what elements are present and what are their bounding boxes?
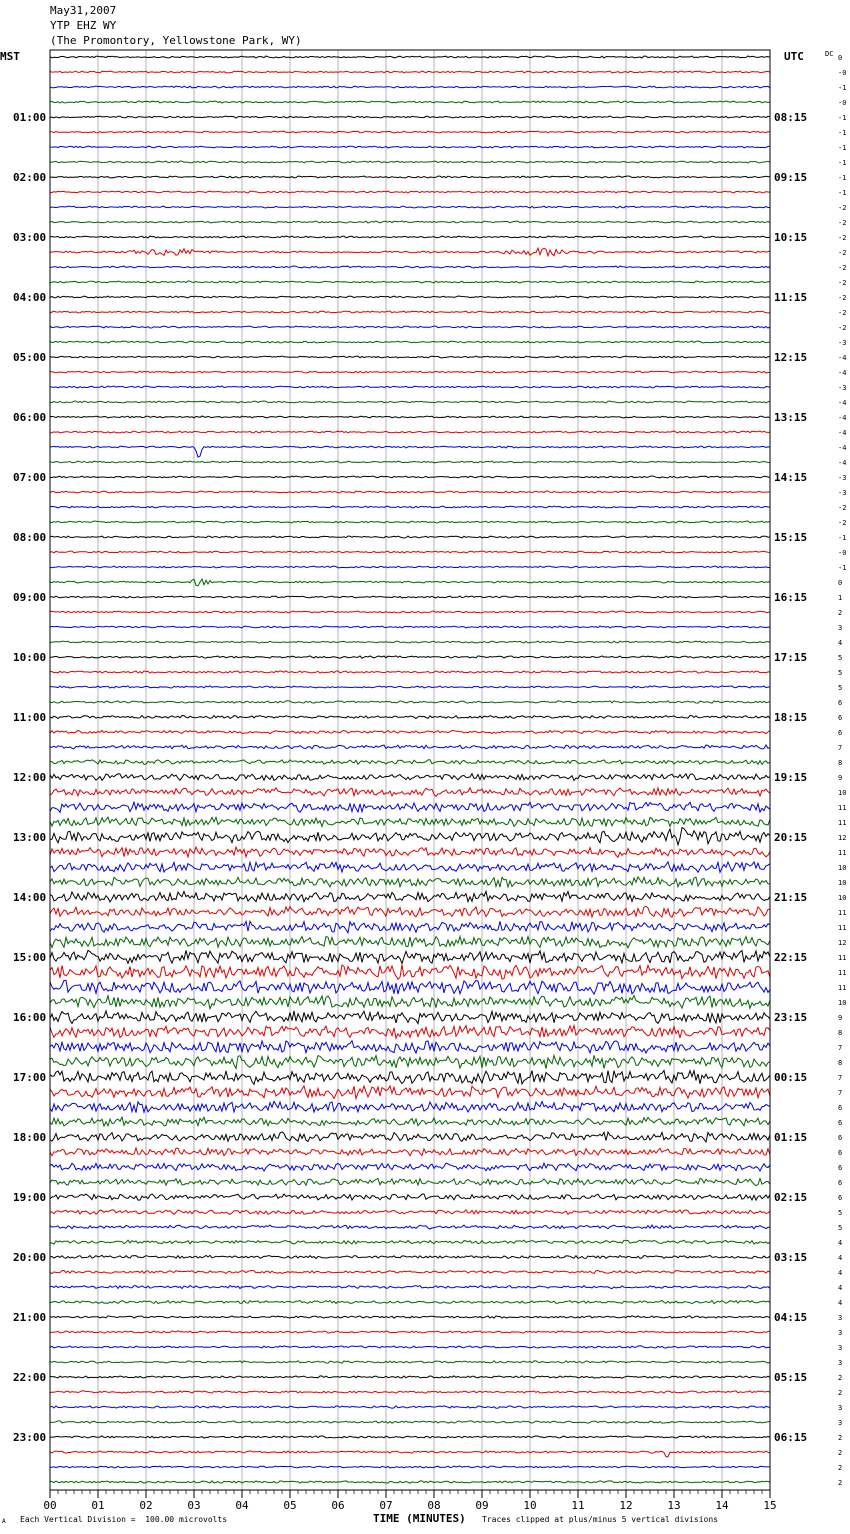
dc-offset-value: 6 [838,1134,843,1142]
left-hour-label: 10:00 [13,651,47,664]
dc-offset-value: -1 [838,144,847,152]
seismic-trace [50,476,770,478]
seismic-trace [50,937,770,948]
right-hour-label: 06:15 [774,1431,808,1444]
dc-offset-value: 2 [838,1449,843,1457]
seismic-trace [50,996,770,1009]
seismic-trace [50,950,770,963]
dc-offset-value: 2 [838,1479,843,1487]
seismic-trace [50,1436,770,1438]
seismic-trace [50,521,770,523]
seismic-trace [50,891,770,902]
dc-offset-value: -3 [838,384,847,392]
dc-offset-value: -2 [838,234,847,242]
seismic-trace [50,760,770,765]
dc-offset-value: 3 [838,1329,843,1337]
dc-offset-value: 6 [838,1179,843,1187]
right-hour-label: 16:15 [774,591,808,604]
right-hour-label: 00:15 [774,1071,808,1084]
dc-offset-value: -1 [838,84,847,92]
scale-note: Each Vertical Division = 100.00 microvolts [20,1515,228,1524]
dc-offset-value: 6 [838,699,843,707]
dc-offset-value: 5 [838,1209,843,1217]
dc-offset-value: 8 [838,1029,843,1037]
dc-offset-value: 6 [838,1194,843,1202]
right-hour-label: 03:15 [774,1251,808,1264]
x-tick-label: 14 [715,1499,729,1512]
x-tick-label: 10 [523,1499,537,1512]
header-date: May31,2007 [50,4,117,17]
left-hour-label: 21:00 [13,1311,47,1324]
left-hour-label: 12:00 [13,771,47,784]
dc-offset-value: 4 [838,639,843,647]
x-tick-label: 08 [427,1499,441,1512]
seismic-trace [50,1210,770,1215]
dc-offset-value: -2 [838,219,847,227]
dc-offset-value: -4 [838,429,847,437]
right-hour-label: 19:15 [774,771,808,784]
dc-offset-value: 10 [838,999,847,1007]
seismic-trace [50,371,770,373]
left-hour-label: 18:00 [13,1131,47,1144]
seismic-trace [50,401,770,403]
corner-mark: A [2,1518,6,1525]
seismic-trace [50,1011,770,1024]
dc-offset-value: -1 [838,189,847,197]
seismic-trace [50,221,770,223]
dc-offset-value: 6 [838,1104,843,1112]
dc-offset-value: -4 [838,414,847,422]
seismic-trace [50,1376,770,1378]
seismic-trace [50,1225,770,1229]
seismic-trace [50,491,770,493]
dc-offset-value: 2 [838,609,843,617]
left-hour-label: 05:00 [13,351,47,364]
dc-offset-value: 7 [838,1089,843,1097]
seismic-trace [50,281,770,283]
seismic-trace [50,1255,770,1258]
dc-offset-value: -2 [838,249,847,257]
right-hour-label: 05:15 [774,1371,808,1384]
seismic-trace [50,461,770,463]
dc-offset-value: 3 [838,1314,843,1322]
dc-offset-value: -4 [838,459,847,467]
right-hour-label: 17:15 [774,651,808,664]
seismic-trace [50,176,770,178]
left-hour-label: 09:00 [13,591,47,604]
dc-offset-value: 2 [838,1389,843,1397]
dc-offset-value: 8 [838,1059,843,1067]
dc-offset-value: -4 [838,354,847,362]
seismic-trace [50,611,770,613]
dc-offset-value: -0 [838,99,847,107]
seismic-trace [50,730,770,733]
dc-offset-value: 5 [838,669,843,677]
x-tick-label: 09 [475,1499,489,1512]
seismic-trace [50,386,770,388]
seismic-trace [50,656,770,658]
dc-offset-value: -3 [838,474,847,482]
right-hour-label: 02:15 [774,1191,808,1204]
left-hour-label: 17:00 [13,1071,47,1084]
seismic-trace [50,1285,770,1288]
clip-note: Traces clipped at plus/minus 5 vertical divisions [482,1515,719,1524]
seismic-trace [50,191,770,193]
seismic-trace [50,802,770,812]
left-hour-label: 02:00 [13,171,47,184]
seismic-trace [50,980,770,994]
seismic-trace [50,817,770,826]
dc-offset-value: 0 [838,54,843,62]
seismic-trace [50,431,770,433]
seismic-trace [50,1391,770,1393]
seismic-trace [50,862,770,872]
seismic-trace [50,1055,770,1068]
header-station: YTP EHZ WY [50,19,117,32]
dc-offset-value: -0 [838,549,847,557]
dc-offset-value: 5 [838,1224,843,1232]
dc-offset-value: 4 [838,1284,843,1292]
seismic-trace [50,506,770,508]
seismic-trace [50,206,770,208]
dc-offset-value: -1 [838,129,847,137]
seismic-trace [50,1026,770,1039]
seismic-trace [50,551,770,553]
seismic-trace [50,341,770,343]
seismic-trace [50,686,770,688]
seismic-trace [50,266,770,268]
left-hour-label: 01:00 [13,111,47,124]
dc-offset-value: 6 [838,714,843,722]
dc-offset-value: 10 [838,864,847,872]
seismic-trace [50,828,770,845]
left-hour-label: 19:00 [13,1191,47,1204]
dc-offset-value: 11 [838,924,847,932]
seismic-trace [50,1451,770,1457]
dc-offset-value: 7 [838,1044,843,1052]
seismic-trace [50,745,770,749]
header-location: (The Promontory, Yellowstone Park, WY) [50,34,302,47]
dc-offset-value: 11 [838,804,847,812]
left-hour-label: 06:00 [13,411,47,424]
dc-offset-value: 12 [838,834,847,842]
seismic-trace [50,1101,770,1112]
seismic-trace [50,596,770,598]
seismic-trace [50,1086,770,1099]
dc-offset-value: 3 [838,1344,843,1352]
dc-offset-value: 10 [838,894,847,902]
right-time-zone-label: UTC [784,50,804,63]
dc-offset-value: -2 [838,294,847,302]
dc-offset-value: 10 [838,879,847,887]
seismic-trace [50,1163,770,1171]
dc-offset-value: 11 [838,849,847,857]
seismic-trace [50,965,770,979]
left-hour-label: 13:00 [13,831,47,844]
seismic-trace [50,248,770,256]
right-hour-label: 22:15 [774,951,808,964]
seismic-trace [50,86,770,88]
dc-offset-value: 3 [838,1404,843,1412]
dc-offset-value: -1 [838,174,847,182]
dc-offset-value: 11 [838,909,847,917]
x-tick-label: 01 [91,1499,105,1512]
left-hour-label: 23:00 [13,1431,47,1444]
dc-offset-value: 8 [838,759,843,767]
dc-offset-value: 3 [838,1419,843,1427]
dc-offset-value: 11 [838,969,847,977]
right-hour-label: 13:15 [774,411,808,424]
seismic-trace [50,921,770,933]
seismic-trace [50,626,770,628]
seismic-trace [50,1117,770,1126]
seismic-trace [50,566,770,568]
seismic-trace [50,774,770,781]
x-tick-label: 00 [43,1499,57,1512]
seismic-trace [50,1271,770,1274]
seismic-trace [50,1406,770,1408]
dc-offset-value: 0 [838,579,843,587]
x-tick-label: 11 [571,1499,585,1512]
seismic-trace [50,416,770,418]
dc-offset-value: 12 [838,939,847,947]
dc-offset-value: -1 [838,114,847,122]
left-hour-label: 04:00 [13,291,47,304]
seismic-trace [50,671,770,673]
dc-offset-value: 4 [838,1269,843,1277]
right-hour-label: 10:15 [774,231,808,244]
seismic-trace [50,1132,770,1142]
right-hour-label: 23:15 [774,1011,808,1024]
dc-offset-value: 6 [838,1164,843,1172]
seismic-trace [50,296,770,298]
dc-offset-value: 4 [838,1299,843,1307]
dc-offset-value: -1 [838,564,847,572]
dc-offset-value: 5 [838,654,843,662]
left-hour-label: 20:00 [13,1251,47,1264]
seismic-trace [50,131,770,133]
dc-offset-value: 11 [838,819,847,827]
dc-offset-value: -2 [838,264,847,272]
left-hour-label: 07:00 [13,471,47,484]
seismic-trace [50,701,770,703]
dc-offset-value: 7 [838,1074,843,1082]
seismic-trace [50,1421,770,1423]
dc-offset-value: -2 [838,309,847,317]
seismic-trace [50,1240,770,1244]
left-hour-label: 15:00 [13,951,47,964]
dc-offset-value: 2 [838,1374,843,1382]
seismic-trace [50,146,770,148]
seismic-trace [50,536,770,538]
left-hour-label: 16:00 [13,1011,47,1024]
right-hour-label: 18:15 [774,711,808,724]
seismic-trace [50,236,770,238]
right-hour-label: 15:15 [774,531,808,544]
x-tick-label: 04 [235,1499,249,1512]
x-tick-label: 15 [763,1499,777,1512]
dc-offset-value: 6 [838,729,843,737]
seismic-trace [50,1041,770,1053]
left-hour-label: 03:00 [13,231,47,244]
seismic-trace [50,1361,770,1363]
seismic-trace [50,446,770,457]
plot-frame [50,50,770,1490]
seismic-trace [50,641,770,643]
seismic-trace [50,1301,770,1304]
dc-offset-value: -0 [838,69,847,77]
right-hour-label: 20:15 [774,831,808,844]
dc-offset-value: -2 [838,279,847,287]
dc-offset-value: 11 [838,984,847,992]
dc-offset-value: 2 [838,1434,843,1442]
seismic-trace [50,56,770,58]
seismic-trace [50,71,770,73]
left-hour-label: 11:00 [13,711,47,724]
seismic-trace [50,847,770,857]
seismic-trace [50,161,770,163]
dc-offset-value: 7 [838,744,843,752]
dc-offset-value: 3 [838,624,843,632]
dc-offset-value: -4 [838,399,847,407]
dc-offset-value: -2 [838,519,847,527]
seismic-trace [50,1346,770,1348]
seismic-trace [50,1179,770,1186]
dc-offset-value: 4 [838,1239,843,1247]
dc-offset-value: 6 [838,1149,843,1157]
dc-offset-value: -4 [838,369,847,377]
trace-group [50,56,770,1483]
x-tick-label: 03 [187,1499,201,1512]
dc-offset-value: 4 [838,1254,843,1262]
seismic-trace [50,877,770,887]
left-time-zone-label: MST [0,50,20,63]
left-hour-label: 08:00 [13,531,47,544]
label-group [13,54,846,1512]
dc-offset-value: -2 [838,504,847,512]
dc-offset-value: 9 [838,774,843,782]
seismic-trace [50,311,770,313]
seismic-trace [50,715,770,718]
seismic-trace [50,101,770,103]
right-hour-label: 08:15 [774,111,808,124]
dc-offset-value: -1 [838,534,847,542]
seismic-trace [50,1316,770,1318]
dc-offset-value: -2 [838,324,847,332]
dc-offset-value: -2 [838,204,847,212]
seismic-trace [50,1194,770,1200]
seismic-trace [50,1148,770,1156]
dc-offset-value: 10 [838,789,847,797]
right-hour-label: 11:15 [774,291,808,304]
right-hour-label: 21:15 [774,891,808,904]
dc-offset-value: 11 [838,954,847,962]
dc-offset-value: 5 [838,684,843,692]
x-axis-title: TIME (MINUTES) [373,1512,466,1525]
right-hour-label: 12:15 [774,351,808,364]
dc-offset-value: 3 [838,1359,843,1367]
seismic-trace [50,1481,770,1483]
seismic-trace [50,356,770,358]
right-hour-label: 09:15 [774,171,808,184]
seismic-trace [50,326,770,328]
right-hour-label: 14:15 [774,471,808,484]
dc-offset-value: 9 [838,1014,843,1022]
x-tick-label: 12 [619,1499,633,1512]
x-tick-label: 02 [139,1499,153,1512]
dc-offset-value: -3 [838,489,847,497]
seismic-trace [50,579,770,586]
dc-offset-value: -1 [838,159,847,167]
dc-offset-value: 2 [838,1464,843,1472]
left-hour-label: 22:00 [13,1371,47,1384]
seismic-trace [50,1331,770,1333]
left-hour-label: 14:00 [13,891,47,904]
dc-offset-value: 6 [838,1119,843,1127]
x-tick-label: 13 [667,1499,681,1512]
x-tick-label: 07 [379,1499,393,1512]
x-tick-label: 06 [331,1499,345,1512]
seismic-trace [50,1466,770,1468]
right-hour-label: 04:15 [774,1311,808,1324]
right-hour-label: 01:15 [774,1131,808,1144]
x-tick-label: 05 [283,1499,297,1512]
seismic-trace [50,788,770,797]
seismic-trace [50,1071,770,1085]
dc-offset-header: DC [825,50,834,58]
seismic-trace [50,116,770,118]
seismic-trace [50,906,770,917]
dc-offset-value: -4 [838,444,847,452]
dc-offset-value: 1 [838,594,843,602]
dc-offset-value: -3 [838,339,847,347]
